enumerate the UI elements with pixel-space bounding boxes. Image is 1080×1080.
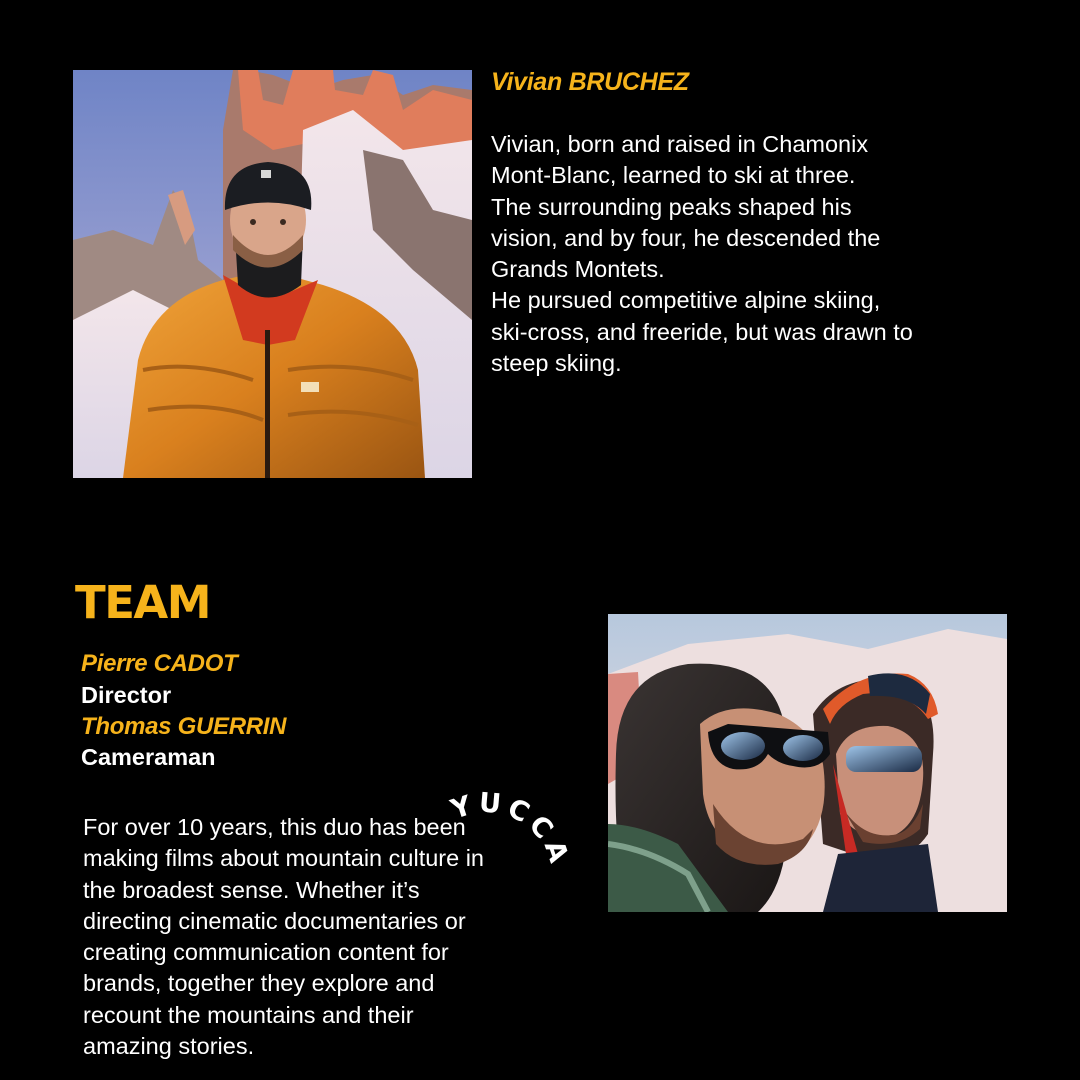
member-name: Pierre CADOT [81, 650, 238, 677]
yucca-films-logo [430, 760, 600, 930]
vivian-bio [491, 129, 1011, 379]
bio-line: Vivian, born and raised in Chamonix [491, 131, 869, 157]
description-line: amazing stories. [83, 1033, 255, 1060]
member-role: Director [81, 682, 172, 708]
logo-text: YUCCA [447, 787, 576, 872]
member-name: Thomas GUERRIN [81, 713, 287, 740]
vivian-name: Vivian BRUCHEZ [491, 68, 689, 96]
bio-line: He pursued competitive alpine skiing, [491, 287, 881, 314]
vivian-portrait-photo [73, 70, 472, 478]
description-line: making films about mountain culture in [83, 845, 485, 872]
bio-line: vision, and by four, he descended the [491, 224, 881, 251]
description-line: recount the mountains and their [83, 1001, 414, 1028]
bio-line: Mont-Blanc, learned to ski at three. [491, 162, 856, 189]
description-line: For over 10 years, this duo has been [83, 814, 466, 840]
description-line: creating communication content for [83, 939, 449, 966]
bio-line: Grands Montets. [491, 256, 665, 283]
bio-line: ski-cross, and freeride, but was drawn to [491, 318, 913, 345]
description-line: the broadest sense. Whether it’s [83, 876, 420, 903]
bio-line: The surrounding peaks shaped his [491, 193, 852, 220]
team-heading: TEAM [75, 576, 211, 629]
description-line: brands, together they explore and [83, 970, 435, 997]
team-photo [608, 614, 1007, 912]
description-line: directing cinematic documentaries or [83, 907, 466, 934]
member-role: Cameraman [81, 744, 216, 770]
bio-line: steep skiing. [491, 350, 622, 377]
